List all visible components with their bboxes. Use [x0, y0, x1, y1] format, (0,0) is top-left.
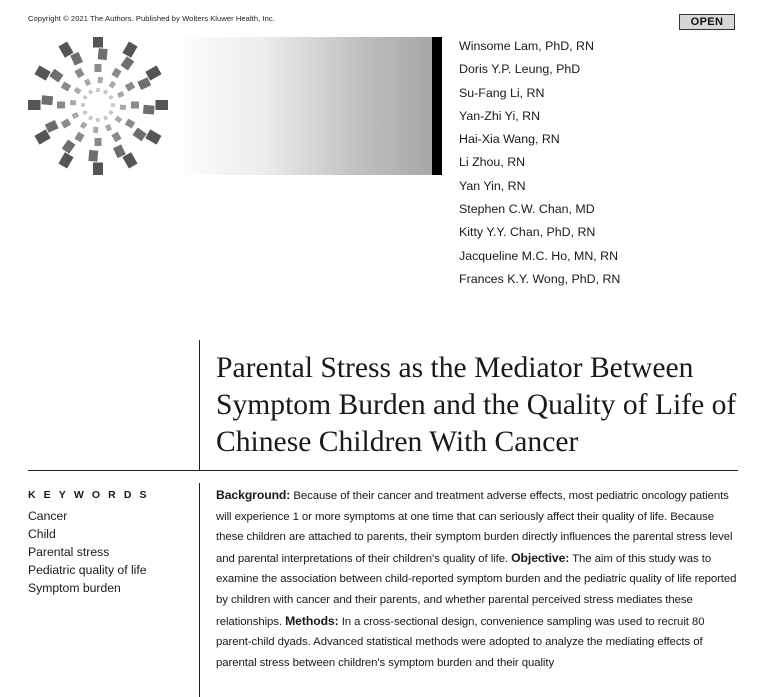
starburst-tile: [41, 95, 53, 105]
starburst-tile: [57, 102, 65, 109]
author-name: Hai-Xia Wang, RN: [459, 132, 560, 147]
starburst-tile: [28, 100, 41, 110]
section-divider-horizontal: [28, 470, 738, 471]
title-line: Symptom Burden and the Quality of Life of: [216, 389, 737, 421]
starburst-tile: [81, 103, 85, 107]
starburst-tile: [111, 132, 121, 142]
author-list: [459, 36, 620, 292]
starburst-tile: [93, 37, 103, 48]
starburst-tile: [72, 112, 80, 119]
starburst-tile: [137, 77, 151, 90]
starburst-tile: [82, 110, 87, 115]
starburst-tile: [96, 88, 100, 92]
abstract-objective-text: The aim of this study was to examine the association between child-reported symptom burden and the pediatric quality of life reported by children with cancer and their parents, and whether parental perceived stress mediates these relationships.: [216, 552, 737, 628]
starburst-tile: [74, 132, 84, 142]
starburst-tile: [58, 152, 73, 168]
title-line: Parental Stress as the Mediator Between: [216, 352, 694, 384]
author-name: Doris Y.P. Leung, PhD: [459, 62, 581, 77]
starburst-tile: [103, 89, 108, 94]
abstract-background-text: Because of their cancer and treatment adverse effects, most pediatric oncology patients will experience 1 or more symptoms at one time that can seriously affect their quality of life. Because these children are attached to parents, their symptom burden directly influences the parental stress level and parental interpretations of their children's quality of life.: [216, 490, 733, 565]
starburst-tile: [145, 129, 161, 144]
starburst-tile: [98, 77, 104, 83]
starburst-tile: [117, 91, 125, 98]
keyword-item: Symptom burden: [28, 581, 121, 596]
abstract-methods-label: Methods:: [285, 613, 339, 628]
starburst-tile: [95, 64, 102, 72]
starburst-tile: [133, 128, 147, 142]
starburst-tile: [103, 115, 108, 120]
starburst-tile: [84, 79, 91, 87]
starburst-tile: [109, 81, 117, 89]
keyword-item: Parental stress: [28, 545, 110, 560]
journal-starburst-logo-icon: [28, 37, 168, 175]
abstract-methods-text: In a cross-sectional design, convenience sampling was used to recruit 80 parent-child dyads. Advanced statistical methods were adopted to analyze the mediating effects of parental stress between children's symptom burden and their quality: [216, 615, 705, 669]
starburst-tile: [88, 150, 98, 162]
starburst-tile: [70, 100, 76, 106]
abstract-background-label: Background:: [216, 488, 291, 502]
author-name: Su-Fang Li, RN: [459, 85, 545, 100]
abstract-text: [216, 485, 741, 673]
author-name: Winsome Lam, PhD, RN: [459, 39, 594, 53]
starburst-tile: [108, 95, 113, 100]
starburst-tile: [61, 81, 71, 91]
starburst-tile: [62, 140, 76, 154]
starburst-tile: [96, 118, 100, 122]
title-divider-vertical: [199, 340, 200, 470]
starburst-tile: [74, 68, 84, 78]
title-line: Chinese Children With Cancer: [216, 426, 579, 458]
gradient-banner: [170, 37, 432, 175]
author-name: Yan-Zhi Yi, RN: [459, 108, 541, 123]
starburst-tile: [61, 118, 71, 128]
author-name: Jacqueline M.C. Ho, MN, RN: [459, 248, 619, 263]
starburst-tile: [108, 110, 113, 115]
starburst-tile: [111, 103, 115, 107]
starburst-tile: [34, 65, 50, 80]
starburst-tile: [45, 120, 59, 133]
starburst-tile: [105, 124, 112, 132]
starburst-tile: [49, 69, 63, 83]
starburst-tile: [120, 105, 126, 111]
starburst-tile: [80, 122, 88, 130]
starburst-tile: [125, 118, 135, 128]
author-name: Li Zhou, RN: [459, 155, 526, 170]
open-access-badge: OPEN: [679, 14, 735, 30]
starburst-tile: [143, 105, 155, 115]
keywords-list: [28, 507, 147, 597]
keyword-item: Child: [28, 527, 56, 542]
keyword-item: Cancer: [28, 509, 68, 523]
author-name: Stephen C.W. Chan, MD: [459, 202, 595, 217]
starburst-tile: [113, 144, 126, 158]
starburst-tile: [98, 48, 108, 60]
starburst-tile: [88, 115, 93, 120]
author-name: Frances K.Y. Wong, PhD, RN: [459, 271, 621, 286]
starburst-tile: [111, 68, 121, 78]
starburst-tile: [121, 56, 135, 70]
starburst-tile: [156, 100, 169, 110]
starburst-tile: [115, 116, 123, 124]
starburst-tile: [70, 52, 83, 66]
starburst-tile: [74, 87, 82, 95]
starburst-tile: [82, 95, 87, 100]
starburst-tile: [95, 138, 102, 146]
keyword-item: Pediatric quality of life: [28, 563, 147, 578]
starburst-tile: [93, 163, 103, 176]
starburst-tile: [88, 89, 93, 94]
starburst-tile: [122, 41, 137, 57]
copyright-line: Copyright © 2021 The Authors. Published by Wolters Kluwer Health, Inc.: [28, 14, 275, 23]
abstract-objective-label: Objective:: [511, 550, 570, 565]
author-name: Kitty Y.Y. Chan, PhD, RN: [459, 225, 596, 240]
starburst-tile: [93, 127, 99, 133]
starburst-tile: [125, 81, 135, 91]
starburst-tile: [131, 102, 139, 109]
keywords-heading: KEYWORDS: [28, 489, 155, 501]
article-title: [216, 350, 746, 461]
abstract-divider-vertical: [199, 483, 200, 697]
author-name: Yan Yin, RN: [459, 178, 526, 193]
banner-black-bar: [432, 37, 442, 175]
